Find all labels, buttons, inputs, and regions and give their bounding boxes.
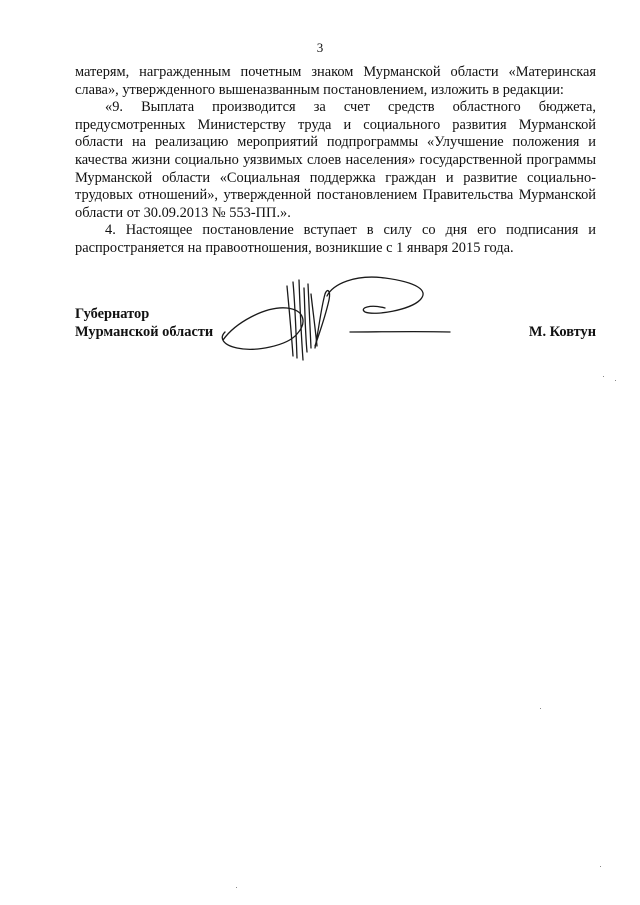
paragraph-item-4: 4. Настоящее постановление вступает в силу со дня его подписания и распространяется на правоотношения, возникшие с 1 января 2015 года. bbox=[75, 222, 596, 256]
paragraph-item-9: «9. Выплата производится за счет средств областного бюджета, предусмотренных Министерству труда и социального развития Мурманской области на реализацию мероприятий подпрограммы «Улучшение положения и качества жизни социально уязвимых слоев населения» государственной программы Мурманской области «Социальная поддержка граждан и развитие социально-трудовых отношений», утвержденной постановлением Правительства Мурманской области от 30.09.2013 № 553-ПП.». bbox=[75, 99, 596, 221]
scan-speck bbox=[540, 708, 541, 709]
page-number: 3 bbox=[316, 40, 324, 55]
document-body bbox=[75, 64, 596, 258]
scan-speck bbox=[615, 380, 616, 381]
scan-speck bbox=[603, 376, 604, 377]
signatory-title: Губернатор bbox=[75, 306, 150, 322]
signatory-region: Мурманской области bbox=[75, 323, 214, 340]
paragraph-continuation: матерям, награжденным почетным знаком Мурманской области «Материнская слава», утвержденного вышеназванным постановлением, изложить в редакции: bbox=[75, 64, 596, 98]
scan-speck bbox=[236, 887, 237, 888]
signatory-name: М. Ковтун bbox=[528, 323, 596, 340]
scan-speck bbox=[600, 866, 601, 867]
signature-block bbox=[75, 306, 596, 346]
